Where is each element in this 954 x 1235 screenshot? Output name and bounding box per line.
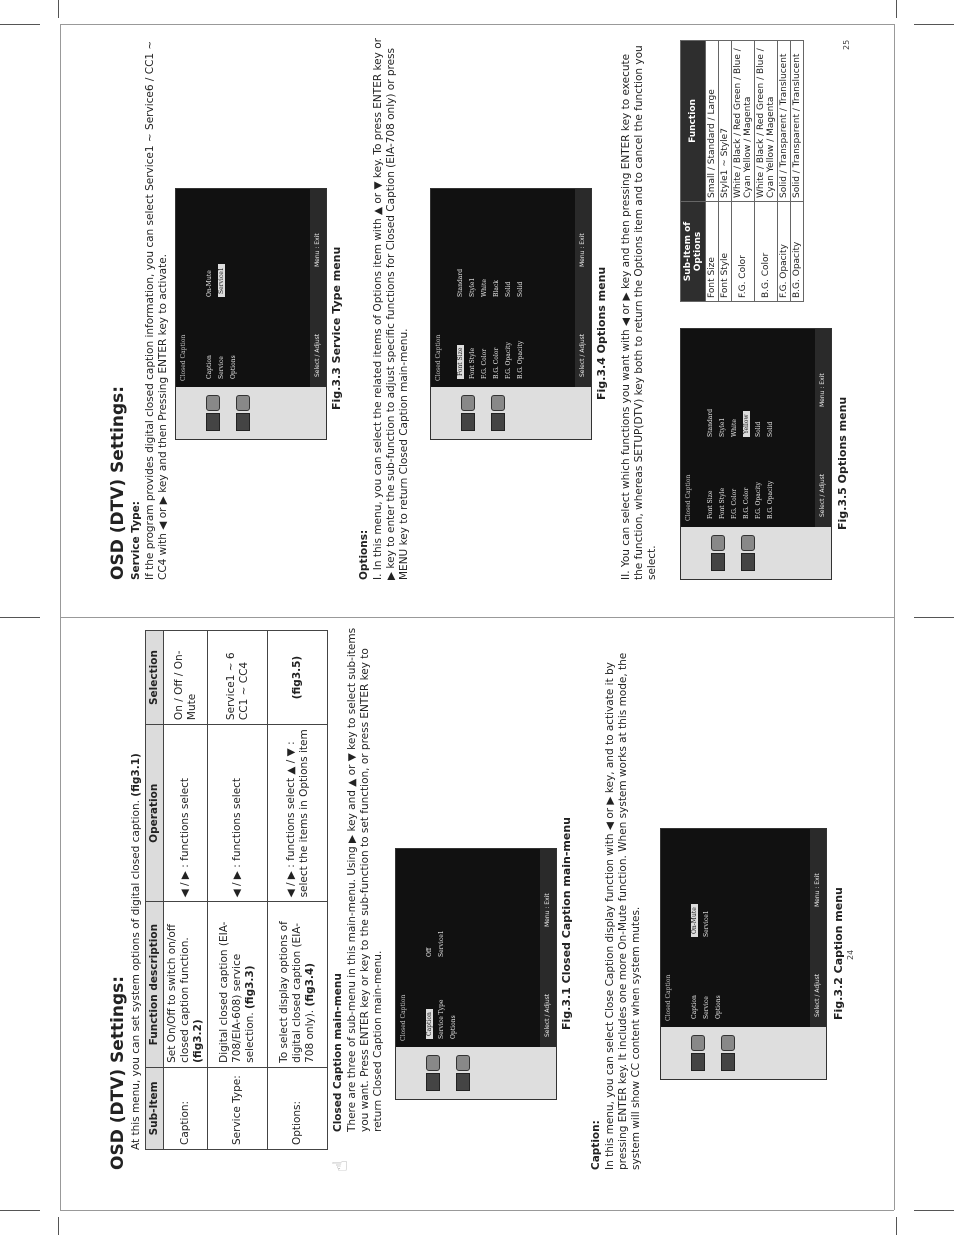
osd-footer-right: Menu : Exit	[819, 373, 826, 407]
osd-icon-rail	[396, 1047, 556, 1099]
osd-footer	[815, 329, 831, 527]
camera-icon	[711, 535, 725, 551]
fig-caption: Fig.3.2 Caption menu	[832, 887, 845, 1020]
osd-item: Font Style	[469, 347, 476, 379]
table-row	[208, 631, 268, 1150]
osd-value: Style1	[719, 417, 726, 437]
cc-text: There are three of sub-menu in this main-menu. Using ▶ key and ▲ or ▼ key to select sub-items you want. Press ENTER key or key to the sub-function to set function, or press ENTER key to return Closed Caption main-menu.	[346, 627, 384, 1132]
osd-value: Solid	[505, 281, 512, 297]
options-text-2: II. You can select which functions you want with ◀ or ▶ key and then pressing ENTER key to execute the function, whereas SETUP(DTV) key both to return the Options item and to cancel the function you select.	[620, 45, 658, 580]
osd-screenshot-options-b	[680, 328, 832, 580]
crop-mark	[58, 0, 59, 18]
table-row	[268, 631, 328, 1150]
table-cell: White / Black / Red Green / Blue / Cyan Yellow / Magenta	[755, 41, 778, 202]
table-header: Selection	[146, 631, 164, 725]
lock-icon	[456, 1055, 470, 1071]
table-row	[755, 41, 778, 302]
osd-value-selected: On-Mute	[691, 904, 698, 937]
osd-screenshot-service	[175, 188, 327, 440]
osd-item: Options	[230, 355, 237, 379]
osd-footer-left: Select / Adjust	[544, 993, 551, 1037]
osd-menu-title: Closed Caption	[665, 974, 672, 1021]
osd-menu	[661, 829, 810, 1027]
osd-menu	[681, 329, 815, 527]
table-cell: ◀ / ▶ : functions select	[164, 725, 208, 902]
table-row	[778, 41, 791, 302]
osd-item-label: Font Size	[457, 345, 464, 379]
options-heading: Options:	[358, 529, 370, 580]
monitor-icon	[491, 413, 505, 431]
fig-caption: Fig.3.3 Service Type menu	[330, 246, 343, 410]
camera-icon	[461, 395, 475, 411]
osd-value: Service1	[438, 930, 445, 957]
osd-value: Service1	[703, 910, 710, 937]
pointing-hand-icon: ☝	[328, 1159, 352, 1172]
options-text-1: I. In this menu, you can select the related items of Options item with ▲ or ▼ key. To press ENTER key or ▶ key to enter the sub-function to adjust specific functions for Closed Caption (EIA-708 only) or press MENU key to return Closed Caption main-menu.	[372, 38, 410, 580]
cell-text: Set On/Off to switch on/off closed caption function.	[166, 923, 191, 1063]
lock-icon	[491, 395, 505, 411]
crop-mark	[914, 1210, 954, 1211]
tv-icon	[206, 413, 220, 431]
osd-value: Standard	[457, 268, 464, 297]
cell-text: To select display options of digital closed caption (EIA-708 only).	[278, 921, 316, 1063]
table-header: Operation	[146, 725, 164, 902]
intro-ref: (fig3.1)	[130, 753, 142, 797]
table-cell: Service1 ~ 6 CC1 ~ CC4	[208, 631, 268, 725]
table-header: Sub-Item	[146, 1067, 164, 1149]
table-cell	[164, 902, 208, 1067]
monitor-icon	[456, 1073, 470, 1091]
service-heading: Service Type:	[130, 501, 142, 580]
page-border	[894, 24, 895, 1210]
table-header: Sub-Item of Options	[681, 202, 706, 302]
tv-icon	[691, 1053, 705, 1071]
crop-mark	[914, 24, 954, 25]
monitor-icon	[721, 1053, 735, 1071]
table-header: Function description	[146, 902, 164, 1067]
page-24-figure	[660, 820, 860, 1080]
table-cell: Solid / Transparent / Translucent	[778, 41, 791, 202]
monitor-icon	[236, 413, 250, 431]
osd-value: Standard	[707, 408, 714, 437]
osd-footer	[810, 829, 826, 1027]
table-cell: Small / Standard / Large	[706, 41, 719, 202]
osd-item: Service	[218, 356, 225, 379]
osd-footer	[540, 849, 556, 1047]
crop-mark	[0, 24, 40, 25]
table-cell: Service Type:	[208, 1067, 268, 1149]
osd-value: On-Mute	[206, 270, 213, 297]
osd-footer-right: Menu : Exit	[814, 873, 821, 907]
osd-menu-title: Closed Caption	[180, 334, 187, 381]
osd-value: Off	[426, 947, 433, 957]
osd-item: F.G. Color	[481, 348, 488, 379]
cell-ref: (fig3.4)	[304, 963, 316, 1007]
table-cell	[208, 902, 268, 1067]
osd-item: F.G. Opacity	[505, 342, 512, 379]
options-table	[680, 40, 804, 302]
lock-icon	[721, 1035, 735, 1051]
osd-footer	[310, 189, 326, 387]
intro-body: At this menu, you can set system options of digital closed caption.	[130, 796, 142, 1150]
camera-icon	[206, 395, 220, 411]
osd-icon-rail	[661, 1027, 826, 1079]
osd-screenshot-main	[395, 848, 557, 1100]
crop-mark	[896, 0, 897, 18]
osd-value: Solid	[755, 421, 762, 437]
crop-mark	[914, 617, 954, 618]
osd-value	[218, 264, 225, 297]
cell-text: Digital closed caption (EIA-708/EIA-608) service selection.	[218, 921, 256, 1063]
page-divider	[60, 617, 894, 618]
table-row	[164, 631, 208, 1150]
osd-screenshot-options	[430, 188, 592, 440]
osd-footer-right: Menu : Exit	[579, 233, 586, 267]
cell-ref: (fig3.3)	[244, 965, 256, 1009]
lock-icon	[741, 535, 755, 551]
table-cell: ◀ / ▶ : functions select	[208, 725, 268, 902]
camera-icon	[426, 1055, 440, 1071]
cc-heading: Closed Caption main-menu	[332, 973, 344, 1132]
osd-icon-rail	[681, 527, 831, 579]
table-cell: B.G. Color	[755, 202, 778, 302]
tv-icon	[426, 1073, 440, 1091]
osd-menu	[176, 189, 310, 387]
table-cell: F.G. Color	[732, 202, 755, 302]
table-header: Function	[681, 41, 706, 202]
table-header-row	[681, 41, 706, 302]
cell-ref: (fig3.2)	[192, 1019, 204, 1063]
page-25-bottom	[660, 30, 860, 590]
page-number: 24	[846, 949, 855, 960]
osd-footer-left: Select / Adjust	[819, 473, 826, 517]
table-cell: Style1 ~ Style7	[719, 41, 732, 202]
osd-value	[743, 411, 750, 437]
osd-item: B.G. Opacity	[517, 340, 524, 379]
fig-caption: Fig.3.1 Closed Caption main-menu	[560, 816, 573, 1030]
osd-icon-rail	[431, 387, 591, 439]
osd-value-selected: Service1	[218, 264, 225, 297]
monitor-icon	[741, 553, 755, 571]
camera-icon	[691, 1035, 705, 1051]
osd-value: Solid	[767, 421, 774, 437]
table-cell: Solid / Transparent / Translucent	[791, 41, 804, 202]
crop-mark	[896, 1217, 897, 1235]
table-cell: ◀ / ▶ : functions select ▲ / ▼ : select the items in Options item	[268, 725, 328, 902]
osd-footer-right: Menu : Exit	[544, 893, 551, 927]
table-cell	[268, 902, 328, 1067]
osd-footer-left: Select / Adjust	[814, 973, 821, 1017]
osd-item: Service Type	[438, 999, 445, 1039]
page-25	[100, 30, 660, 590]
lock-icon	[236, 395, 250, 411]
settings-table	[145, 630, 328, 1150]
osd-item: Options	[715, 995, 722, 1019]
osd-value: Black	[493, 280, 500, 297]
osd-menu	[396, 849, 540, 1047]
osd-menu-title: Closed Caption	[400, 994, 407, 1041]
table-row	[706, 41, 719, 302]
page-24	[100, 625, 660, 1180]
fig-caption: Fig.3.4 Options menu	[595, 266, 608, 400]
osd-item: F.G. Opacity	[755, 482, 762, 519]
caption-heading: Caption:	[590, 1120, 602, 1170]
page-border	[60, 1210, 894, 1211]
page-title: OSD (DTV) Settings:	[108, 385, 128, 580]
table-row	[791, 41, 804, 302]
tv-icon	[711, 553, 725, 571]
intro-text	[130, 630, 143, 1150]
tv-icon	[461, 413, 475, 431]
osd-footer-left: Select / Adjust	[579, 333, 586, 377]
osd-value-selected: Yellow	[743, 411, 750, 437]
osd-footer-right: Menu : Exit	[314, 233, 321, 267]
osd-menu-title: Closed Caption	[685, 474, 692, 521]
table-cell: White / Black / Red Green / Blue / Cyan Yellow / Magenta	[732, 41, 755, 202]
osd-value: White	[731, 419, 738, 437]
osd-item: Service	[703, 996, 710, 1019]
osd-value	[691, 904, 698, 937]
crop-mark	[0, 1210, 40, 1211]
osd-menu	[431, 189, 575, 387]
table-header-row	[146, 631, 164, 1150]
page-number: 25	[842, 39, 851, 50]
fig-caption: Fig.3.5 Options menu	[836, 396, 849, 530]
osd-item	[426, 1009, 433, 1039]
osd-icon-rail	[176, 387, 326, 439]
osd-item-label: Caption	[426, 1009, 433, 1039]
caption-text: In this menu, you can select Close Caption display function with ◀ or ▶ key, and to activate it by pressing ENTER key. It includes one more On-Mute function. When system works at this mode, the system will show CC content when system mutes.	[604, 652, 642, 1170]
table-row	[732, 41, 755, 302]
table-cell: Font Style	[719, 202, 732, 302]
osd-item: B.G. Color	[743, 487, 750, 519]
osd-value: White	[481, 279, 488, 297]
crop-mark	[0, 617, 40, 618]
osd-menu-title: Closed Caption	[435, 334, 442, 381]
table-cell: Options:	[268, 1067, 328, 1149]
osd-item: Caption	[206, 355, 213, 379]
table-cell: B.G. Opacity	[791, 202, 804, 302]
osd-item: Caption	[691, 995, 698, 1019]
service-text: If the program provides digital closed caption information, you can select Service1 ~ Service6 / CC1 ~ CC4 with ◀ or ▶ key and then Pressing ENTER key to activate.	[144, 40, 169, 580]
osd-item: Font Size	[707, 490, 714, 519]
table-cell: On / Off / On-Mute	[164, 631, 208, 725]
osd-footer	[575, 189, 591, 387]
osd-item: B.G. Opacity	[767, 480, 774, 519]
osd-value: Solid	[517, 281, 524, 297]
page-border	[60, 24, 894, 25]
osd-item: B.G. Color	[493, 347, 500, 379]
osd-footer-left: Select / Adjust	[314, 333, 321, 377]
osd-item: F.G. Color	[731, 488, 738, 519]
table-cell: (fig3.5)	[268, 631, 328, 725]
crop-mark	[58, 1217, 59, 1235]
osd-value: Style1	[469, 277, 476, 297]
table-cell: F.G. Opacity	[778, 202, 791, 302]
osd-item	[457, 345, 464, 379]
page-title: OSD (DTV) Settings:	[108, 975, 128, 1170]
table-cell: Caption:	[164, 1067, 208, 1149]
table-row	[719, 41, 732, 302]
osd-item: Options	[450, 1015, 457, 1039]
table-cell: Font Size	[706, 202, 719, 302]
osd-item: Font Style	[719, 487, 726, 519]
osd-screenshot-caption	[660, 828, 827, 1080]
